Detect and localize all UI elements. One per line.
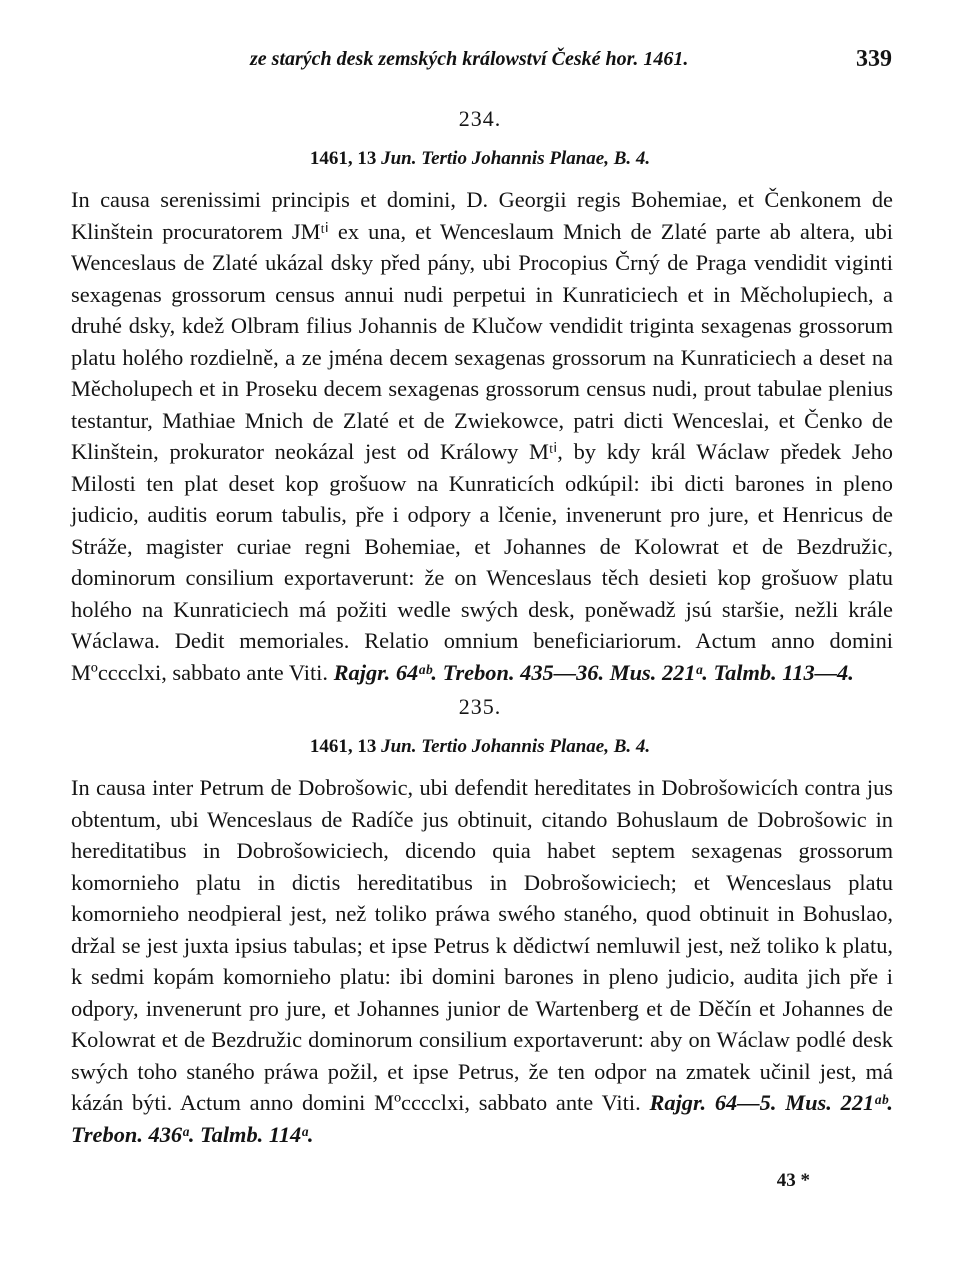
page-number: 339 xyxy=(856,46,892,72)
entry-date-rest: Tertio Johannis Planae, B. 4. xyxy=(421,736,651,757)
entry-date xyxy=(0,148,960,170)
entry-number: 234. xyxy=(458,106,502,131)
entry-text xyxy=(71,772,893,1150)
running-header xyxy=(0,48,960,84)
entry-date-rest: Tertio Johannis Planae, B. 4. xyxy=(421,148,651,169)
signature-mark: 43 * xyxy=(776,1170,810,1191)
entry-date xyxy=(0,736,960,758)
entry-citations: Rajgr. 64ᵃᵇ. Trebon. 435—36. Mus. 221ᵃ. Talmb. 113—4. xyxy=(333,659,854,685)
entry-date-prefix: 1461, 13 xyxy=(309,736,377,757)
entry-body: In causa inter Petrum de Dobrošowic, ubi defendit hereditates in Dobrošowicích contra jus obtentum, ubi Wenceslaus de Radíče jus obtinuit, citando Bohuslaum de Dobrošowic in hereditatibus in Dobrošowiciech, dicendo quia habet septem sexagenas grossorum komornieho platu in dictis hereditatibus in Dobrošowiciech; et Wenceslaus platu komornieho neodpieral jest, než toliko práwa swého staného, quod obtinuit in Bohuslao, držal se jest juxta ipsius tabulas; et ipse Petrus k dědictwí nemluwil jest, než toliko k platu, k sedmi kopám komornieho platu: ibi domini barones in pleno judicio, audita jich pře i odpory, invenerunt pro jure, et Johannes junior de Wartenberg et de Děčín et Johannes de Kolowrat et de Bezdružic dominorum consilium exportaverunt: aby on Wáclaw podlé desk swých toho staného práwa požil, et ipse Petrus, že ten odpor na zmatek učinil jest, má kázán býti. Actum anno domini Mºcccclxi, sabbato ante Viti. xyxy=(71,775,893,1115)
running-title: ze starých desk zemských králowství České hor. 1461. xyxy=(250,48,689,70)
entry-date-month: Jun. xyxy=(381,736,417,757)
entry-number: 235. xyxy=(458,694,502,719)
entry-text xyxy=(71,184,893,688)
entry-date-prefix: 1461, 13 xyxy=(309,148,377,169)
entry-date-month: Jun. xyxy=(381,148,417,169)
entry-citations: Rajgr. 64—5. Mus. 221ᵃᵇ. Trebon. 436ᵃ. Talmb. 114ᵃ. xyxy=(71,1090,893,1147)
entry-body: In causa serenissimi principis et domini, D. Georgii regis Bohemiae, et Čenkonem de Klinštein procuratorem JMᵗⁱ ex una, et Wenceslaum Mnich de Zlaté parte ab altera, ubi Wenceslaus de Zlaté ukázal dsky před pány, ubi Procopius Črný de Praga vendidit viginti sexagenas grossorum census annui nudi perpetui in Kunraticiech et in Měcholupiech, a druhé dsky, kdež Olbram filius Johannis de Klučow vendidit triginta sexagenas grossorum platu holého rozdielně, a ze jména decem sexagenas grossorum na Kunraticiech a deset na Měcholupech et in Proseku decem sexagenas grossorum census nudi, prout tabulae plenius testantur, Mathiae Mnich de Zlaté et de Zwiekowce, patri dicti Wenceslai, et Čenko de Klinštein, prokurator neokázal jest od Králowy Mᵗⁱ, by kdy král Wáclaw předek Jeho Milosti ten plat deset kop grošuow na Kunraticích odkúpil: ibi dicti barones in pleno judicio, auditis eorum tabulis, pře i odpory a lčenie, invenerunt pro jure, et Henricus de Stráže, magister curiae regni Bohemiae, et Johannes de Kolowrat et de Bezdružic, dominorum consilium exportaverunt: že on Wenceslaus těch desieti kop grošuow platu holého na Kunraticiech má požiti wedle swých desk, poněwadž jsú staršie, nežli krále Wáclawa. Dedit memoriales. Relatio omnium beneficiariorum. Actum anno domini Mºcccclxi, sabbato ante Viti. xyxy=(71,187,893,685)
